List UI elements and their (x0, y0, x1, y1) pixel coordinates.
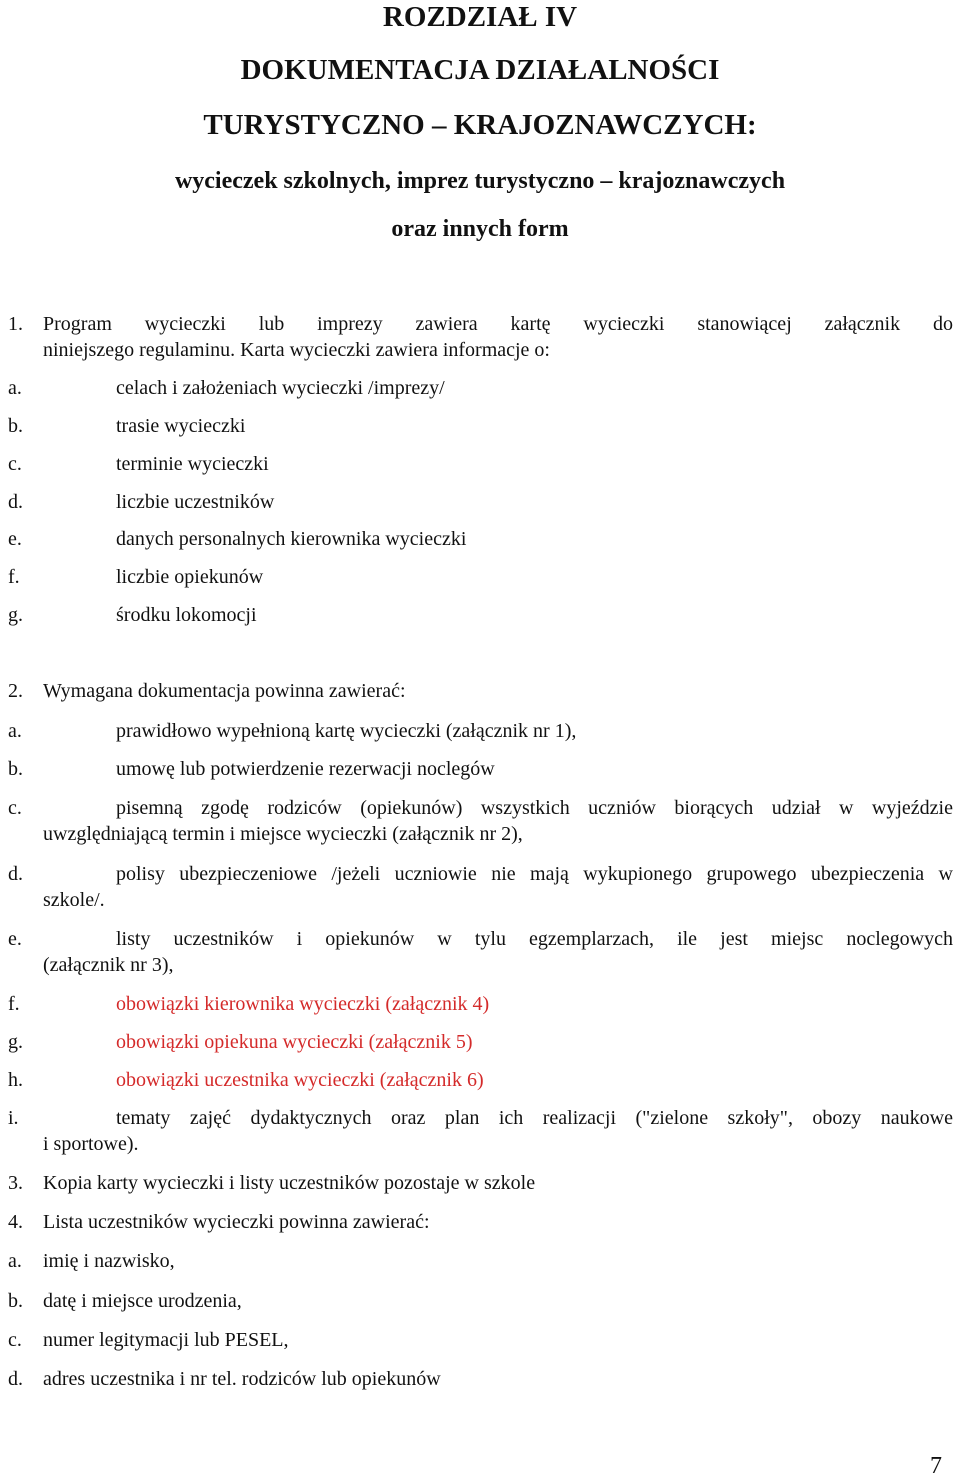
list-item-letter: h. (8, 1069, 23, 1091)
section-3-number: 3. (8, 1172, 23, 1194)
chapter-heading-line-2: DOKUMENTACJA DZIAŁALNOŚCI (240, 54, 720, 86)
list-item-letter: a. (8, 1250, 22, 1272)
chapter-subtitle-line-2: oraz innych form (391, 216, 569, 242)
section-1-text-line-2: niniejszego regulaminu. Karta wycieczki zawiera informacje o: (43, 339, 550, 361)
list-item-letter: f. (8, 993, 20, 1015)
list-item-letter: g. (8, 1031, 23, 1053)
list-item-letter: i. (8, 1107, 19, 1129)
section-3-text: Kopia karty wycieczki i listy uczestników pozostaje w szkole (43, 1172, 536, 1194)
list-item-text: tematy zajęć dydaktycznych oraz plan ich realizacji ("zielone szkoły", obozy naukowe (116, 1107, 953, 1129)
list-item-text-highlighted: obowiązki kierownika wycieczki (załącznik 4) (116, 993, 490, 1015)
list-item-letter: c. (8, 1329, 22, 1351)
list-item-text: terminie wycieczki (116, 453, 269, 475)
list-item-letter: d. (8, 1368, 23, 1390)
list-item-text: szkole/. (43, 889, 105, 911)
list-item-text: (załącznik nr 3), (43, 954, 174, 976)
list-item-text: liczbie opiekunów (116, 566, 264, 588)
section-4-title: Lista uczestników wycieczki powinna zawierać: (43, 1211, 430, 1233)
list-item-text: uwzględniającą termin i miejsce wycieczki (załącznik nr 2), (43, 823, 523, 845)
list-item-letter: c. (8, 453, 22, 475)
list-item-text: pisemną zgodę rodziców (opiekunów) wszystkich uczniów biorących udział w wyjeździe (116, 797, 953, 819)
list-item-letter: f. (8, 566, 20, 588)
list-item-letter: d. (8, 491, 23, 513)
list-item-text: i sportowe). (43, 1133, 139, 1155)
section-4-number: 4. (8, 1211, 23, 1233)
list-item-text: prawidłowo wypełnioną kartę wycieczki (załącznik nr 1), (116, 720, 577, 742)
chapter-heading-line-3: TURYSTYCZNO – KRAJOZNAWCZYCH: (203, 109, 757, 141)
list-item-text: celach i założeniach wycieczki /imprezy/ (116, 377, 445, 399)
list-item-letter: e. (8, 928, 22, 950)
list-item-letter: b. (8, 415, 23, 437)
list-item-letter: a. (8, 720, 22, 742)
list-item-text: imię i nazwisko, (43, 1250, 175, 1272)
list-item-letter: g. (8, 604, 23, 626)
section-2-title: Wymagana dokumentacja powinna zawierać: (43, 680, 406, 702)
section-1-text-line-1: Program wycieczki lub imprezy zawiera kartę wycieczki stanowiącej załącznik do (43, 313, 953, 335)
list-item-text: trasie wycieczki (116, 415, 246, 437)
list-item-text-highlighted: obowiązki uczestnika wycieczki (załącznik 6) (116, 1069, 484, 1091)
list-item-text: liczbie uczestników (116, 491, 275, 513)
section-2-number: 2. (8, 680, 23, 702)
list-item-letter: e. (8, 528, 22, 550)
list-item-text: polisy ubezpieczeniowe /jeżeli uczniowie nie mają wykupionego grupowego ubezpieczenia w (116, 863, 953, 885)
list-item-text: danych personalnych kierownika wycieczki (116, 528, 467, 550)
list-item-letter: b. (8, 1290, 23, 1312)
list-item-letter: d. (8, 863, 23, 885)
chapter-subtitle-line-1: wycieczek szkolnych, imprez turystyczno – krajoznawczych (174, 168, 786, 194)
list-item-text: adres uczestnika i nr tel. rodziców lub opiekunów (43, 1368, 441, 1390)
list-item-text: numer legitymacji lub PESEL, (43, 1329, 289, 1351)
section-1-number: 1. (8, 313, 23, 335)
list-item-text: umowę lub potwierdzenie rezerwacji noclegów (116, 758, 495, 780)
list-item-letter: b. (8, 758, 23, 780)
chapter-title: ROZDZIAŁ IV (382, 1, 578, 33)
list-item-text: datę i miejsce urodzenia, (43, 1290, 242, 1312)
list-item-letter: a. (8, 377, 22, 399)
page-number: 7 (930, 1453, 942, 1479)
list-item-text-highlighted: obowiązki opiekuna wycieczki (załącznik 5) (116, 1031, 473, 1053)
list-item-text: środku lokomocji (116, 604, 257, 626)
list-item-text: listy uczestników i opiekunów w tylu egzemplarzach, ile jest miejsc noclegowych (116, 928, 953, 950)
list-item-letter: c. (8, 797, 22, 819)
